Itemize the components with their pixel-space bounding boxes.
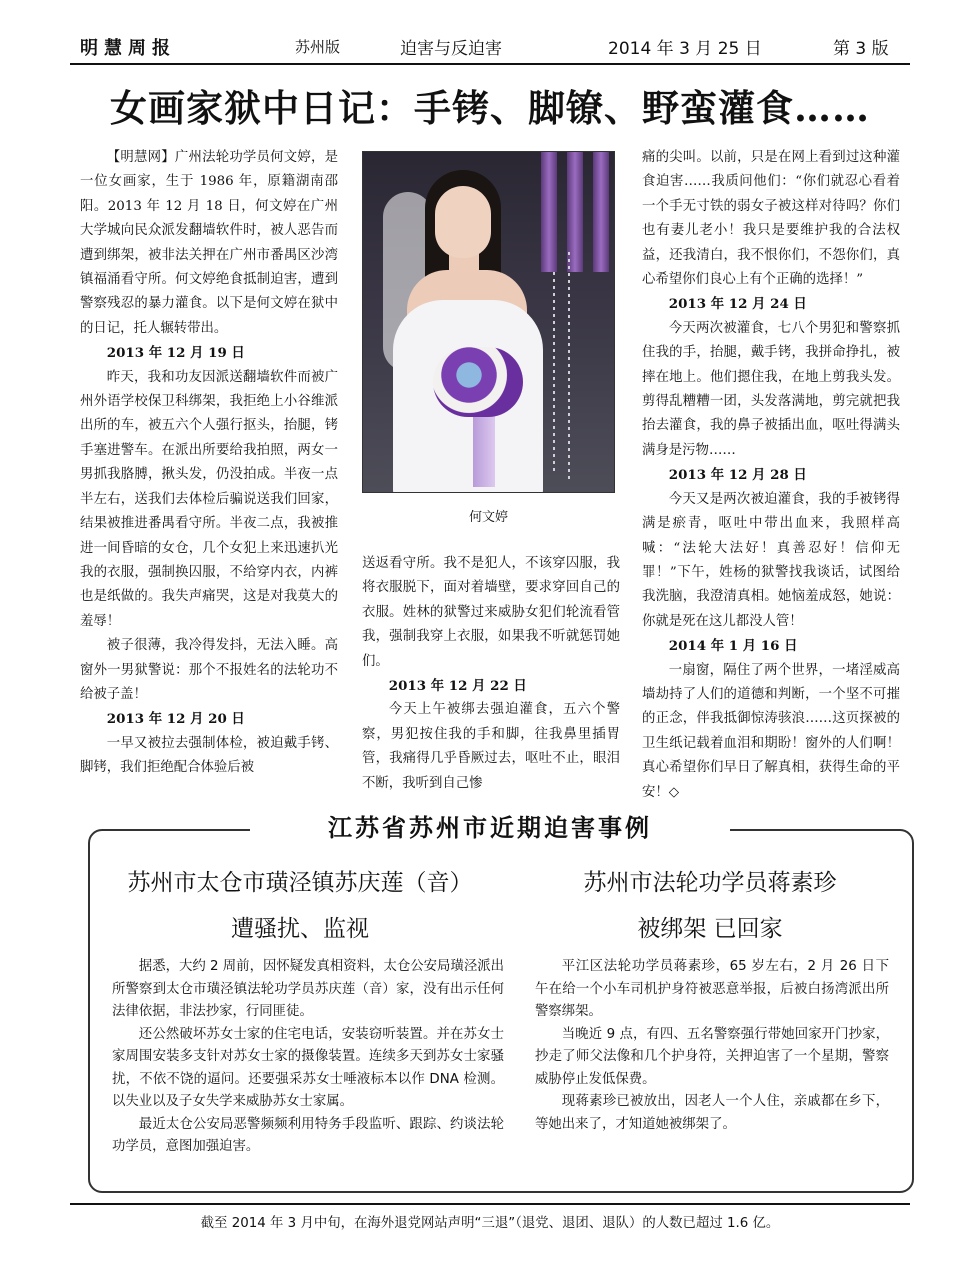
article-paragraph: 今天上午被绑去强迫灌食，五六个警察，男犯按住我的手和脚，往我鼻里插胃管，我痛得几乎昏厥过去，呕吐不止，眼泪不断，我听到自己惨 <box>362 702 620 791</box>
case2-title-line2: 被绑架 已回家 <box>637 916 783 942</box>
newspaper-name: 明慧周报 <box>80 38 176 59</box>
curtain-drape <box>541 152 557 272</box>
face <box>435 186 491 258</box>
diary-date: 2013 年 12 月 24 日 <box>668 296 807 313</box>
case2-paragraph: 平江区法轮功学员蒋素珍，65 岁左右，2 月 26 日下午在给一个小车司机护身符被恶意举报，后被白扬湾派出所警察绑架。 <box>535 959 889 1019</box>
diary-date: 2013 年 12 月 28 日 <box>668 467 807 484</box>
article-paragraph: 一早又被拉去强制体检，被迫戴手铐、脚铐，我们拒绝配合体验后被 <box>80 735 338 776</box>
bottom-rule <box>70 1203 910 1205</box>
article-paragraph: 送返看守所。我不是犯人，不该穿囚服，我将衣服脱下，面对着墙壁，要求穿回自己的衣服。姓林的狱警过来威胁女犯们轮流看管我，强制我穿上衣服，如果我不听就惩罚她们。 <box>362 556 620 669</box>
bouquet-ribbon <box>473 407 495 487</box>
case2-title <box>510 860 910 952</box>
edition-label: 苏州版 <box>295 38 341 56</box>
article-paragraph: 今天又是两次被迫灌食，我的手被铐得满是瘀青，呕吐中带出血来，我照样高喊：“法轮大法好！真善忍好！信仰无罪！”下午，姓杨的狱警找我谈话，试图给我洗脑，我澄清真相。她恼羞成怒，她说：你就是死在这儿都没人管！ <box>642 491 900 629</box>
bead-strand <box>553 272 555 472</box>
case2-body <box>535 956 889 1136</box>
case1-paragraph: 还公然破坏苏女士家的住宅电话，安装窃听装置。并在苏女士家周围安装多支针对苏女士家的摄像装置。连续多天到苏女士家骚扰，不依不饶的逼问。还要强采苏女士唾液标本以作 DNA 检测。以失业以及子女失学来威胁苏女士家属。 <box>112 1026 504 1109</box>
curtain-drape <box>593 152 609 272</box>
diary-date: 2014 年 1 月 16 日 <box>668 638 798 655</box>
portrait-photo <box>362 151 615 493</box>
photo-caption: 何文婷 <box>468 510 508 525</box>
article-paragraph: 被子很薄，我冷得发抖，无法入睡。高窗外一男狱警说：那个不报姓名的法轮功不给被子盖！ <box>80 638 338 702</box>
article-headline: 女画家狱中日记：手铐、脚镣、野蛮灌食…… <box>110 86 870 130</box>
flower-bouquet <box>433 347 523 417</box>
case2-paragraph: 当晚近 9 点，有四、五名警察强行带她回家开门抄家，抄走了师父法像和几个护身符，关押迫害了一个星期，警察威胁停止发低保费。 <box>535 1026 889 1087</box>
article-paragraph: 痛的尖叫。以前，只是在网上看到过这种灌食迫害……我质问他们：“你们就忍心看着一个手无寸铁的弱女子被这样对待吗？你们也有妻儿老小！我只是要维护我的合法权益，还我清白，我不恨你们，不怨你们，真心希望你们良心上有个正确的选择！” <box>642 150 900 288</box>
section-label: 迫害与反迫害 <box>400 39 502 59</box>
issue-date: 2014 年 3 月 25 日 <box>608 39 762 59</box>
diary-date: 2013 年 12 月 20 日 <box>106 711 245 728</box>
article-paragraph: 今天两次被灌食，七八个男犯和警察抓住我的手，抬腿，戴手铐，我拼命挣扎，被摔在地上。他们摁住我，在地上剪我头发。剪得乱糟糟一团，头发落满地，剪完就把我抬去灌食，我的鼻子被插出血，呕吐得满头满身是污物…… <box>642 320 900 458</box>
footer-notice: 截至 2014 年 3 月中旬，在海外退党网站声明“三退”（退党、退团、退队）的人数已超过 1.6 亿。 <box>200 1216 780 1231</box>
case1-paragraph: 据悉，大约 2 周前，因怀疑发真相资料，太仓公安局璜泾派出所警察到太仓市璜泾镇法轮功学员苏庆莲（音）家，没有出示任何法律依据，非法抄家，行同匪徒。 <box>112 959 504 1019</box>
box-title: 江苏省苏州市近期迫害事例 <box>250 808 730 848</box>
diary-date: 2013 年 12 月 19 日 <box>106 345 245 362</box>
bead-strand <box>568 252 570 482</box>
diary-date: 2013 年 12 月 22 日 <box>388 678 527 695</box>
case1-body <box>112 956 504 1159</box>
article-paragraph: 一扇窗，隔住了两个世界，一堵淫威高墙劫持了人们的道德和判断，一个坚不可摧的正念，伴我抵御惊涛骇浪……这页探被的卫生纸记载着血泪和期盼！窗外的人们啊！真心希望你们早日了解真相，获得生命的平安！◇ <box>642 662 900 800</box>
article-column-1 <box>80 146 338 781</box>
top-rule <box>70 63 910 65</box>
page-number: 第 3 版 <box>833 39 889 59</box>
masthead <box>70 28 910 66</box>
article-paragraph: 昨天，我和功友因派送翻墙软件而被广州外语学校保卫科绑架，我拒绝上小谷维派出所的车，被五六个人强行抠头，抬腿，铐手塞进警车。在派出所要给我拍照，两女一男抓我胳膊，揪头发，仍没拍成。半夜一点半左右，送我们去体检后骗说送我们回家，结果被推进番禺看守所。半夜二点，我被推进一间昏暗的女仓，几个女犯上来迅速扒光我的衣服，强制换囚服，不给穿内衣，内裤也是纸做的。我失声痛哭，这是对我莫大的羞辱！ <box>80 369 338 629</box>
case1-title <box>100 860 500 952</box>
case1-title-line2: 遭骚扰、监视 <box>231 916 369 942</box>
case2-title-line1: 苏州市法轮功学员蒋素珍 <box>583 870 837 896</box>
article-column-3 <box>642 146 900 805</box>
article-paragraph: 【明慧网】广州法轮功学员何文婷，是一位女画家，生于 1986 年，原籍湖南邵阳。2013 年 12 月 18 日，何文婷在广州大学城向民众派发翻墙软件时，被人恶告而遭到绑架，被非法关押在广州市番禺区沙湾镇福涌看守所。何文婷绝食抵制迫害，遭到警察残忍的暴力灌食。以下是何文婷在狱中的日记，托人辗转带出。 <box>80 150 338 336</box>
case1-paragraph: 最近太仓公安局恶警频频利用特务手段监听、跟踪、约谈法轮功学员，意图加强迫害。 <box>112 1116 504 1154</box>
article-column-2 <box>362 552 620 796</box>
case2-paragraph: 现蒋素珍已被放出，因老人一个人住，亲戚都在乡下，等她出来了，才知道她被绑架了。 <box>535 1094 889 1132</box>
case1-title-line1: 苏州市太仓市璜泾镇苏庆莲（音） <box>127 870 473 896</box>
